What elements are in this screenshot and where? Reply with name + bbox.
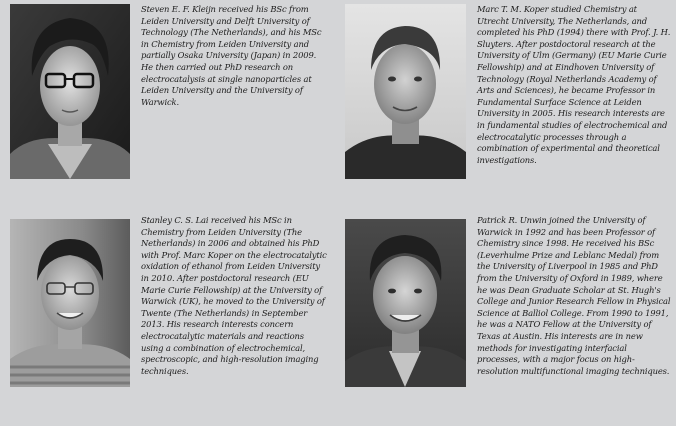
lai-portrait <box>10 219 130 387</box>
kleijn-portrait <box>10 4 130 179</box>
kleijn-bio: Steven E. F. Kleijn received his BSc from Leiden University and Delft University of Technology (The Netherlands), and his MSc in Chemistry from Leiden University and partially Osaka University (Japan) in 2009. He then carried out PhD research on electrocatalysis at single nanoparticles at Leiden University and the University of Warwick. <box>141 4 322 107</box>
unwin-portrait <box>345 219 466 387</box>
koper-bio: Marc T. M. Koper studied Chemistry at Utrecht University, The Netherlands, and completed his PhD (1994) there with Prof. J. H. Sluyters. After postdoctoral research at the University of Ulm (Germany) (EU Marie Curie Fellowship) and at Eindhoven University of Technology (Royal Netherlands Academy of Arts and Sciences), he became Professor in Fundamental Surface Science at Leiden University in 2005. His research interests are in fundamental studies of electrochemical and electrocatalytic processes through a combination of experimental and theoretical investigations. <box>477 4 671 165</box>
koper-portrait <box>345 4 466 179</box>
unwin-bio: Patrick R. Unwin joined the University of Warwick in 1992 and has been Professor of Chemistry since 1998. He received his BSc (Leverhulme Prize and Leblanc Medal) from the University of Liverpool in 1985 and PhD from the University of Oxford in 1989, where he was Dean Graduate Scholar at St. Hugh's College and Junior Research Fellow in Physical Science at Balliol College. From 1990 to 1991, he was a NATO Fellow at the University of Texas at Austin. His interests are in new methods for investigating interfacial processes, with a major focus on high-resolution multifunctional imaging techniques. <box>477 215 671 376</box>
lai-bio: Stanley C. S. Lai received his MSc in Chemistry from Leiden University (The Netherlands) in 2006 and obtained his PhD with Prof. Marc Koper on the electrocatalytic oxidation of ethanol from Leiden University in 2010. After postdoctoral research (EU Marie Curie Fellowship) at the University of Warwick (UK), he moved to the University of Twente (The Netherlands) in September 2013. His research interests concern electrocatalytic materials and reactions using a combination of electrochemical, spectroscopic, and high-resolution imaging techniques. <box>141 215 327 376</box>
